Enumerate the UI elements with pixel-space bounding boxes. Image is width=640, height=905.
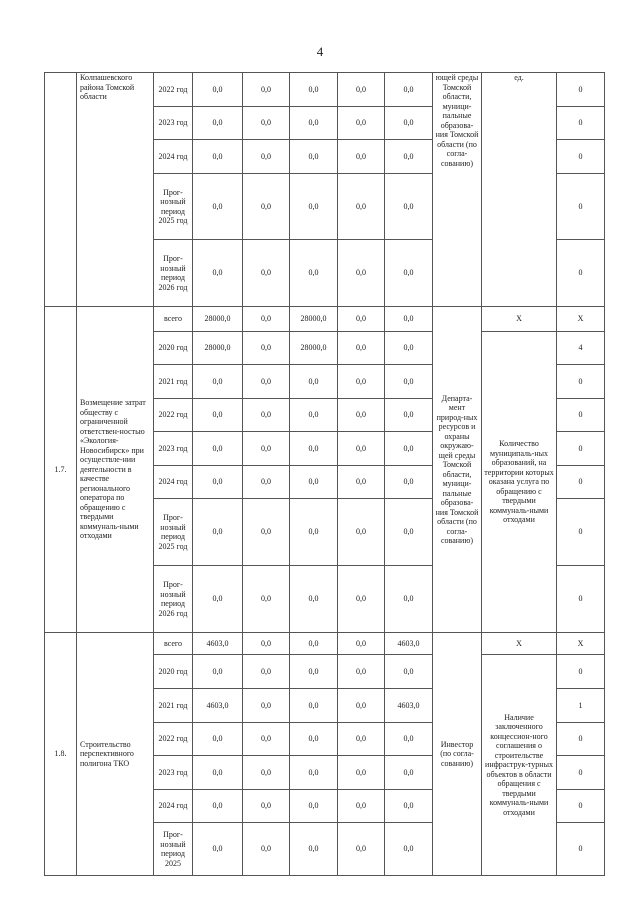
amount-cell: 0,0 (385, 399, 433, 432)
amount-cell: 0,0 (193, 723, 243, 756)
amount-cell: 0,0 (385, 307, 433, 332)
amount-cell: 0,0 (193, 174, 243, 240)
executor: ющей среды Томской области, муници-пальные образова-ния Томской области (по согла-сованию) (433, 73, 482, 307)
amount-cell: 0,0 (338, 790, 385, 823)
amount-cell: 0,0 (243, 466, 290, 499)
amount-cell: 0,0 (193, 756, 243, 790)
indicator-value: 0 (557, 174, 605, 240)
indicator-name: Наличие заключенного концессион-ного соглашения о строительстве инфраструк-турных объектов в области обращения с твердыми коммуналь-ными отходами (482, 655, 557, 876)
amount-cell: 0,0 (193, 240, 243, 307)
period-label: 2023 год (154, 107, 193, 140)
indicator-value: 0 (557, 432, 605, 466)
amount-cell: 0,0 (338, 365, 385, 399)
period-label: всего (154, 633, 193, 655)
period-label: 2023 год (154, 756, 193, 790)
indicator-value: 0 (557, 466, 605, 499)
amount-cell: 0,0 (338, 633, 385, 655)
amount-cell: 0,0 (290, 756, 338, 790)
amount-cell: 0,0 (193, 365, 243, 399)
amount-cell: 0,0 (193, 499, 243, 566)
item-name: Колпашевского района Томской области (77, 73, 154, 307)
amount-cell: 0,0 (338, 73, 385, 107)
amount-cell: 0,0 (243, 566, 290, 633)
amount-cell: 0,0 (338, 432, 385, 466)
amount-cell: 0,0 (193, 566, 243, 633)
period-label: 2021 год (154, 689, 193, 723)
amount-cell: 0,0 (243, 499, 290, 566)
amount-cell: 0,0 (338, 499, 385, 566)
amount-cell: 0,0 (290, 499, 338, 566)
indicator-value: 0 (557, 240, 605, 307)
indicator-name: ед. (482, 73, 557, 307)
amount-cell: 0,0 (290, 633, 338, 655)
item-number: 1.7. (45, 307, 77, 633)
amount-cell: 0,0 (243, 790, 290, 823)
amount-cell: 0,0 (290, 73, 338, 107)
amount-cell: 0,0 (385, 365, 433, 399)
amount-cell: 0,0 (290, 107, 338, 140)
amount-cell: 0,0 (385, 756, 433, 790)
amount-cell: 0,0 (193, 432, 243, 466)
amount-cell: 0,0 (243, 432, 290, 466)
period-label: 2021 год (154, 365, 193, 399)
indicator-value: 0 (557, 655, 605, 689)
indicator-value: 0 (557, 499, 605, 566)
amount-cell: 0,0 (193, 73, 243, 107)
period-label: 2022 год (154, 399, 193, 432)
amount-cell: 0,0 (385, 107, 433, 140)
amount-cell: 0,0 (243, 240, 290, 307)
executor: Департа-мент природ-ных ресурсов и охраны окружаю-щей среды Томской области, муници-пальные образова-ния Томской области (по согла-сованию) (433, 307, 482, 633)
amount-cell: 0,0 (243, 73, 290, 107)
amount-cell: 0,0 (243, 399, 290, 432)
amount-cell: 0,0 (385, 499, 433, 566)
amount-cell: 0,0 (193, 466, 243, 499)
amount-cell: 0,0 (338, 723, 385, 756)
amount-cell: 0,0 (243, 723, 290, 756)
amount-cell: 0,0 (338, 689, 385, 723)
amount-cell: 0,0 (193, 790, 243, 823)
table-row (45, 633, 605, 655)
amount-cell: 0,0 (385, 140, 433, 174)
period-label: 2020 год (154, 332, 193, 365)
indicator-value: 0 (557, 823, 605, 876)
indicator-value: 0 (557, 73, 605, 107)
amount-cell: 0,0 (385, 723, 433, 756)
indicator-unit: Х (482, 633, 557, 655)
indicator-value: 0 (557, 107, 605, 140)
amount-cell: 28000,0 (193, 307, 243, 332)
indicator-name: Количество муниципаль-ных образований, на территории которых оказана услуга по обращению с твердыми коммуналь-ными отходами (482, 332, 557, 633)
amount-cell: 0,0 (385, 174, 433, 240)
amount-cell: 28000,0 (290, 307, 338, 332)
period-label: 2024 год (154, 140, 193, 174)
program-table (44, 72, 605, 876)
amount-cell: 0,0 (193, 823, 243, 876)
amount-cell: 0,0 (290, 140, 338, 174)
amount-cell: 0,0 (193, 655, 243, 689)
amount-cell: 0,0 (338, 566, 385, 633)
amount-cell: 0,0 (290, 790, 338, 823)
indicator-value: Х (557, 307, 605, 332)
table-row (45, 73, 605, 107)
amount-cell: 0,0 (290, 240, 338, 307)
page-number: 4 (316, 44, 324, 59)
table-body (45, 73, 605, 876)
amount-cell: 0,0 (290, 689, 338, 723)
indicator-value: Х (557, 633, 605, 655)
executor: Инвестор (по согла-сованию) (433, 633, 482, 876)
amount-cell: 0,0 (385, 466, 433, 499)
amount-cell: 0,0 (290, 723, 338, 756)
amount-cell: 0,0 (290, 566, 338, 633)
period-label: Прог-нозный период 2025 год (154, 499, 193, 566)
amount-cell: 0,0 (338, 174, 385, 240)
amount-cell: 0,0 (290, 399, 338, 432)
period-label: 2024 год (154, 466, 193, 499)
period-label: 2024 год (154, 790, 193, 823)
amount-cell: 0,0 (385, 432, 433, 466)
amount-cell: 0,0 (338, 240, 385, 307)
amount-cell: 0,0 (338, 107, 385, 140)
indicator-value: 0 (557, 399, 605, 432)
indicator-value: 0 (557, 140, 605, 174)
indicator-value: 0 (557, 566, 605, 633)
amount-cell: 4603,0 (385, 633, 433, 655)
amount-cell: 0,0 (243, 107, 290, 140)
indicator-value: 4 (557, 332, 605, 365)
amount-cell: 0,0 (243, 307, 290, 332)
period-label: Прог-нозный период 2026 год (154, 240, 193, 307)
amount-cell: 0,0 (338, 332, 385, 365)
amount-cell: 0,0 (290, 365, 338, 399)
amount-cell: 0,0 (338, 140, 385, 174)
amount-cell: 4603,0 (193, 633, 243, 655)
amount-cell: 0,0 (243, 756, 290, 790)
indicator-value: 0 (557, 756, 605, 790)
indicator-value: 0 (557, 723, 605, 756)
amount-cell: 0,0 (338, 399, 385, 432)
amount-cell: 0,0 (338, 756, 385, 790)
amount-cell: 0,0 (243, 633, 290, 655)
item-number: 1.8. (45, 633, 77, 876)
period-label: Прог-нозный период 2026 год (154, 566, 193, 633)
amount-cell: 0,0 (243, 140, 290, 174)
table-row (45, 307, 605, 332)
period-label: Прог-нозный период 2025 год (154, 174, 193, 240)
indicator-value: 0 (557, 790, 605, 823)
amount-cell: 0,0 (243, 655, 290, 689)
amount-cell: 0,0 (243, 365, 290, 399)
amount-cell: 0,0 (290, 432, 338, 466)
amount-cell: 0,0 (243, 823, 290, 876)
amount-cell: 0,0 (385, 655, 433, 689)
amount-cell: 0,0 (385, 823, 433, 876)
amount-cell: 0,0 (385, 566, 433, 633)
amount-cell: 0,0 (290, 823, 338, 876)
amount-cell: 0,0 (385, 790, 433, 823)
indicator-value: 1 (557, 689, 605, 723)
amount-cell: 0,0 (243, 689, 290, 723)
period-label: 2022 год (154, 73, 193, 107)
period-label: Прог-нозный период 2025 (154, 823, 193, 876)
period-label: 2022 год (154, 723, 193, 756)
amount-cell: 0,0 (193, 107, 243, 140)
indicator-unit: Х (482, 307, 557, 332)
amount-cell: 0,0 (290, 466, 338, 499)
amount-cell: 0,0 (385, 332, 433, 365)
period-label: всего (154, 307, 193, 332)
amount-cell: 0,0 (243, 332, 290, 365)
amount-cell: 0,0 (290, 655, 338, 689)
amount-cell: 0,0 (338, 823, 385, 876)
indicator-value: 0 (557, 365, 605, 399)
amount-cell: 0,0 (338, 655, 385, 689)
amount-cell: 0,0 (243, 174, 290, 240)
amount-cell: 0,0 (193, 399, 243, 432)
amount-cell: 4603,0 (193, 689, 243, 723)
item-number (45, 73, 77, 307)
amount-cell: 0,0 (338, 307, 385, 332)
amount-cell: 0,0 (385, 73, 433, 107)
item-name: Возмещение затрат обществу с ограниченной ответствен-ностью «Экология-Новосибирск» при осуществле-нии деятельности в качестве регионального оператора по обращению с твердыми коммуналь-ными отходами (77, 307, 154, 633)
amount-cell: 28000,0 (193, 332, 243, 365)
amount-cell: 0,0 (385, 240, 433, 307)
amount-cell: 0,0 (338, 466, 385, 499)
period-label: 2020 год (154, 655, 193, 689)
amount-cell: 0,0 (193, 140, 243, 174)
amount-cell: 4603,0 (385, 689, 433, 723)
period-label: 2023 год (154, 432, 193, 466)
item-name: Строительство перспективного полигона ТКО (77, 633, 154, 876)
amount-cell: 28000,0 (290, 332, 338, 365)
amount-cell: 0,0 (290, 174, 338, 240)
